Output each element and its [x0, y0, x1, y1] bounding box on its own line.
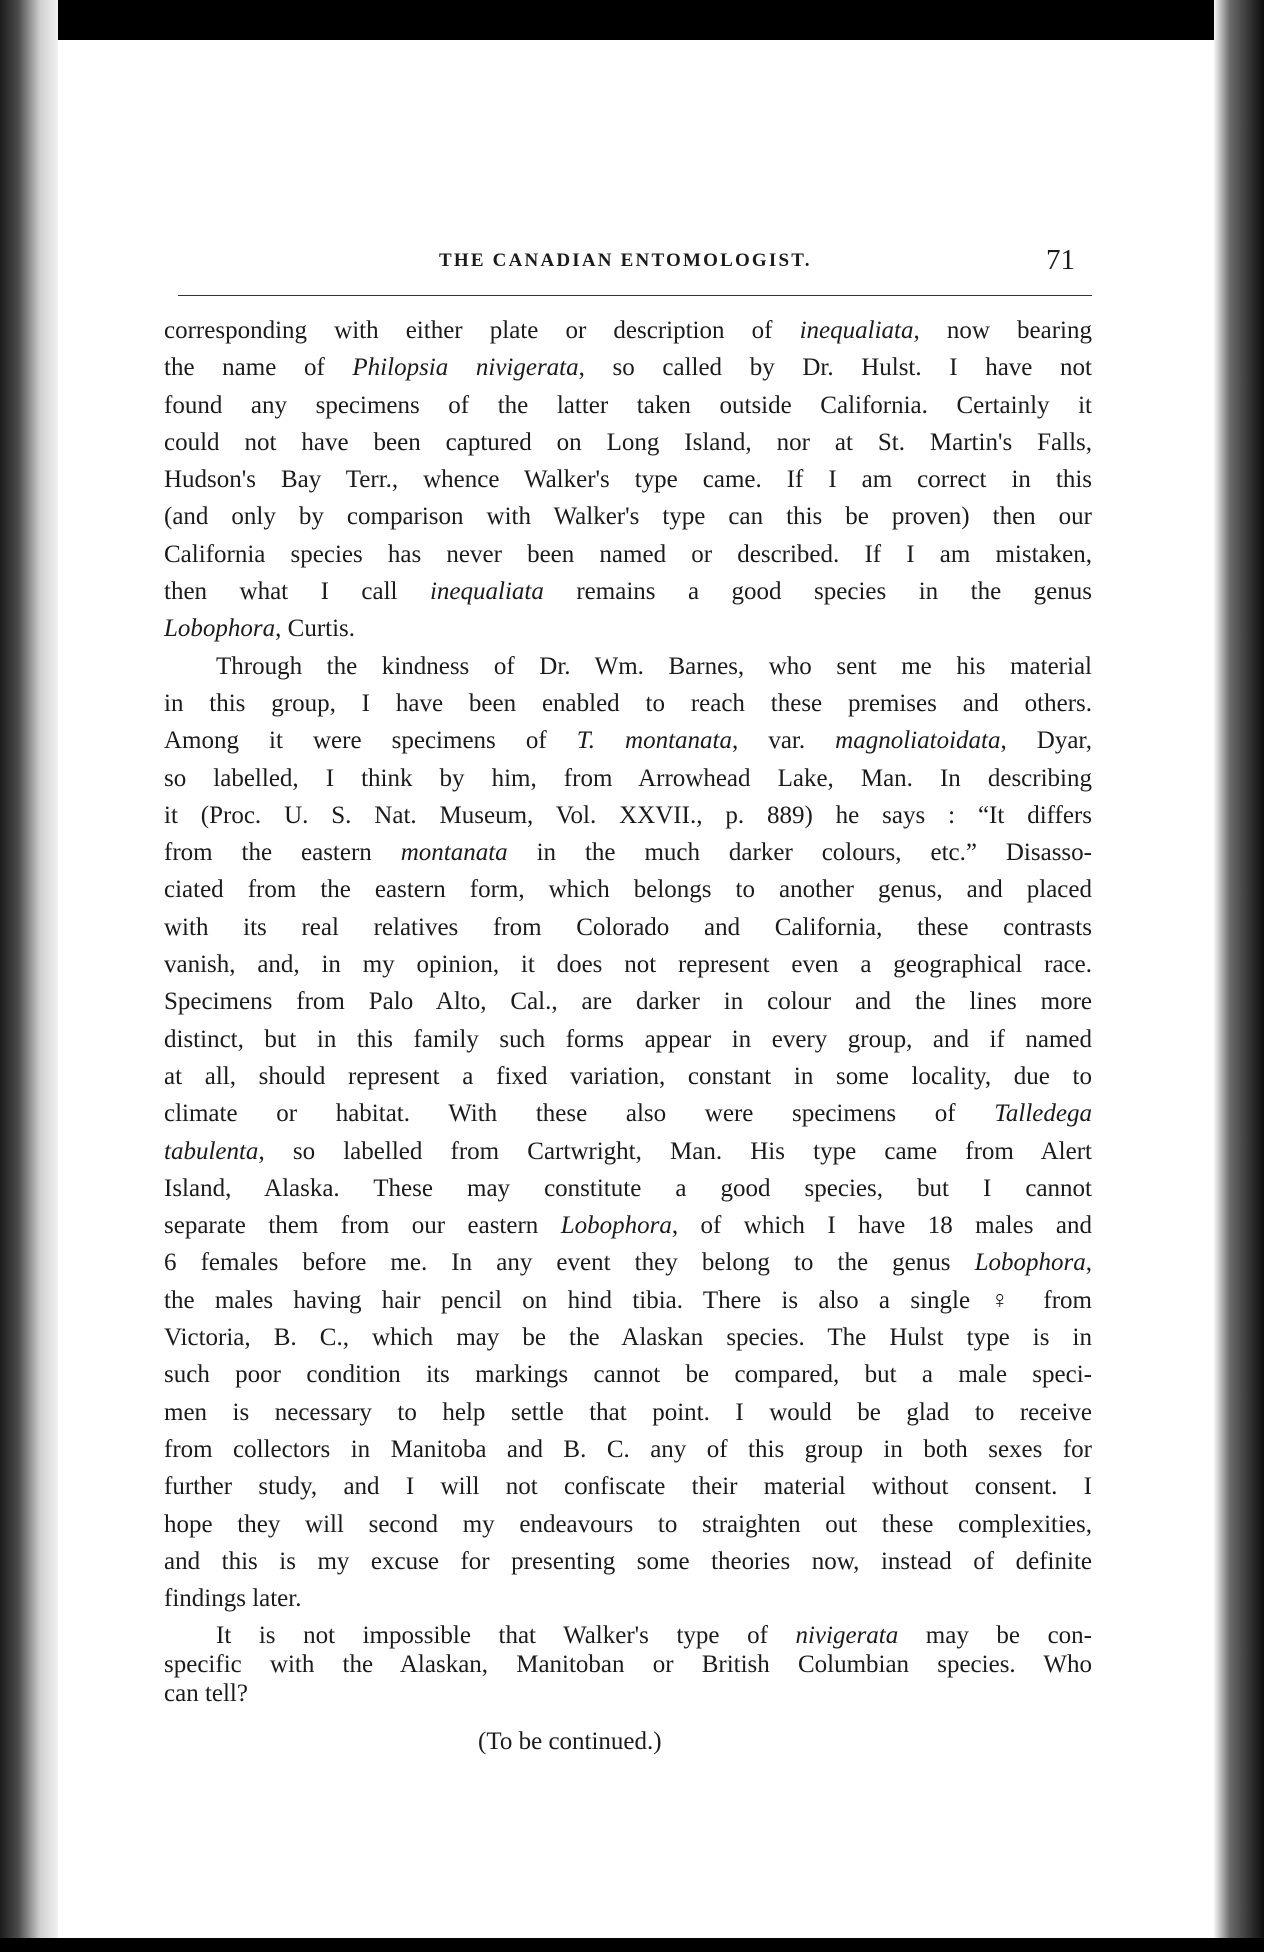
text-line — [164, 760, 1092, 797]
text-line — [164, 871, 1092, 908]
text-run: climate or habitat. With these also were specimens of — [164, 1100, 995, 1128]
text-line — [164, 685, 1092, 722]
text-run: from the eastern — [164, 839, 401, 867]
text-line — [164, 648, 1092, 685]
italic-name: inequaliata — [799, 317, 914, 344]
text-line — [164, 387, 1092, 424]
italic-name: Talledega — [994, 1100, 1092, 1128]
text-run: Island, Alaska. These may constitute a good species, but I cannot — [164, 1174, 1092, 1202]
text-run: California species has never been named or described. If I am mistaken, — [164, 540, 1092, 568]
text-run: then what I call — [164, 578, 430, 606]
text-line — [164, 312, 1092, 349]
text-run: and this is my excuse for presenting some theories now, instead of definite — [164, 1547, 1092, 1575]
text-run: Specimens from Palo Alto, Cal., are darker in colour and the lines more — [164, 988, 1092, 1016]
paragraph — [164, 1621, 1092, 1708]
text-line — [164, 1021, 1092, 1058]
paragraph — [164, 312, 1092, 648]
text-line — [164, 797, 1092, 834]
text-line — [164, 1058, 1092, 1095]
text-line — [164, 1244, 1092, 1281]
scan-border-top — [0, 0, 1264, 40]
text-run: Victoria, B. C., which may be the Alaskan species. The Hulst type is in — [164, 1324, 1092, 1352]
text-line — [164, 461, 1092, 498]
italic-name: inequaliata — [429, 578, 544, 606]
text-line — [164, 573, 1092, 610]
text-line — [164, 1506, 1092, 1543]
text-line — [164, 1356, 1092, 1393]
text-run: , var. — [732, 727, 836, 755]
text-run: (and only by comparison with Walker's type can this be proven) then our — [164, 503, 1092, 531]
text-run: with its real relatives from Colorado and California, these contrasts — [164, 913, 1092, 941]
text-line — [164, 946, 1092, 983]
text-run: remains a good species in the genus — [543, 578, 1092, 606]
text-line — [164, 1580, 1092, 1617]
text-run: Through the kindness of Dr. Wm. Barnes, who sent me his material — [216, 652, 1092, 680]
text-line — [164, 909, 1092, 946]
text-run: in the much darker colours, etc.” Disasso- — [507, 839, 1092, 867]
scan-border-bottom — [0, 1938, 1264, 1952]
text-line — [164, 1282, 1092, 1319]
italic-name: Philopsia nivigerata — [352, 354, 579, 382]
text-line — [164, 1133, 1092, 1170]
text-line — [164, 1394, 1092, 1431]
text-line — [164, 983, 1092, 1020]
scan-border-left — [0, 0, 58, 1952]
text-run: , so labelled from Cartwright, Man. His type came from Alert — [258, 1137, 1092, 1165]
text-run: hope they will second my endeavours to straighten out these complexities, — [164, 1510, 1092, 1538]
text-run: , Dyar, — [1000, 727, 1092, 755]
running-head: THE CANADIAN ENTOMOLOGIST. — [439, 250, 812, 271]
italic-name: Lobophora — [164, 615, 276, 643]
text-run: It is not impossible that Walker's type of — [216, 1622, 796, 1650]
text-line — [164, 834, 1092, 871]
text-run: , of which I have 18 males and — [671, 1212, 1092, 1240]
text-line — [164, 498, 1092, 535]
italic-name: nivigerata — [795, 1622, 899, 1650]
text-run: , so called by Dr. Hulst. I have not — [578, 354, 1092, 382]
text-line — [164, 610, 1092, 647]
text-run: corresponding with either plate or description of — [164, 317, 800, 344]
text-run: could not have been captured on Long Island, nor at St. Martin's Falls, — [164, 428, 1092, 456]
text-line — [164, 349, 1092, 386]
italic-name: Lobophora — [974, 1249, 1086, 1277]
text-line — [164, 424, 1092, 461]
text-run: the name of — [164, 354, 353, 382]
italic-name: magnoliatoidata — [835, 727, 1001, 755]
text-line — [164, 1431, 1092, 1468]
text-run: , now bearing — [913, 317, 1092, 344]
text-line — [164, 1319, 1092, 1356]
text-run: Among it were specimens of — [164, 727, 577, 755]
continued-note: (To be continued.) — [478, 1728, 662, 1755]
text-run: , — [1085, 1249, 1092, 1277]
article-body — [164, 312, 1092, 1708]
text-line — [164, 1650, 1092, 1679]
paragraph — [164, 648, 1092, 1618]
text-run: from collectors in Manitoba and B. C. any of this group in both sexes for — [164, 1435, 1092, 1463]
page-header — [163, 246, 1091, 286]
italic-name: tabulenta — [164, 1137, 259, 1165]
page-number: 71 — [1046, 244, 1075, 276]
text-run: it (Proc. U. S. Nat. Museum, Vol. XXVII., p. 889) he says : “It differs — [164, 801, 1092, 829]
italic-name: montanata — [400, 839, 508, 867]
text-run: separate them from our eastern — [164, 1212, 561, 1240]
text-run: so labelled, I think by him, from Arrowhead Lake, Man. In describing — [164, 764, 1092, 792]
text-run: ciated from the eastern form, which belongs to another genus, and placed — [164, 876, 1092, 904]
text-run: 6 females before me. In any event they belong to the genus — [164, 1249, 975, 1277]
text-line — [164, 1621, 1092, 1650]
text-run: in this group, I have been enabled to reach these premises and others. — [164, 689, 1092, 717]
text-line — [164, 1207, 1092, 1244]
text-line — [164, 536, 1092, 573]
text-run: can tell? — [164, 1680, 248, 1708]
header-rule — [178, 295, 1092, 296]
text-run: vanish, and, in my opinion, it does not represent even a geographical race. — [164, 951, 1092, 979]
text-line — [164, 1170, 1092, 1207]
text-run: findings later. — [164, 1585, 302, 1613]
italic-name: T. montanata — [576, 727, 733, 755]
text-line — [164, 1679, 1092, 1708]
text-run: further study, and I will not confiscate their material without consent. I — [164, 1473, 1092, 1501]
italic-name: Lobophora — [560, 1212, 672, 1240]
scan-border-right — [1214, 0, 1264, 1952]
text-line — [164, 1095, 1092, 1132]
text-run: found any specimens of the latter taken outside California. Certainly it — [164, 391, 1092, 419]
text-run: distinct, but in this family such forms appear in every group, and if named — [164, 1025, 1092, 1053]
text-run: the males having hair pencil on hind tibia. There is also a single ♀ from — [164, 1286, 1092, 1314]
text-line — [164, 1543, 1092, 1580]
text-run: at all, should represent a fixed variation, constant in some locality, due to — [164, 1062, 1092, 1090]
text-run: such poor condition its markings cannot be compared, but a male speci- — [164, 1361, 1092, 1389]
text-run: specific with the Alaskan, Manitoban or British Columbian species. Who — [164, 1651, 1092, 1679]
text-line — [164, 722, 1092, 759]
text-run: men is necessary to help settle that point. I would be glad to receive — [164, 1398, 1092, 1426]
text-run: , Curtis. — [275, 615, 356, 643]
text-run: Hudson's Bay Terr., whence Walker's type came. If I am correct in this — [164, 466, 1092, 494]
text-line — [164, 1468, 1092, 1505]
text-run: may be con- — [898, 1622, 1092, 1650]
